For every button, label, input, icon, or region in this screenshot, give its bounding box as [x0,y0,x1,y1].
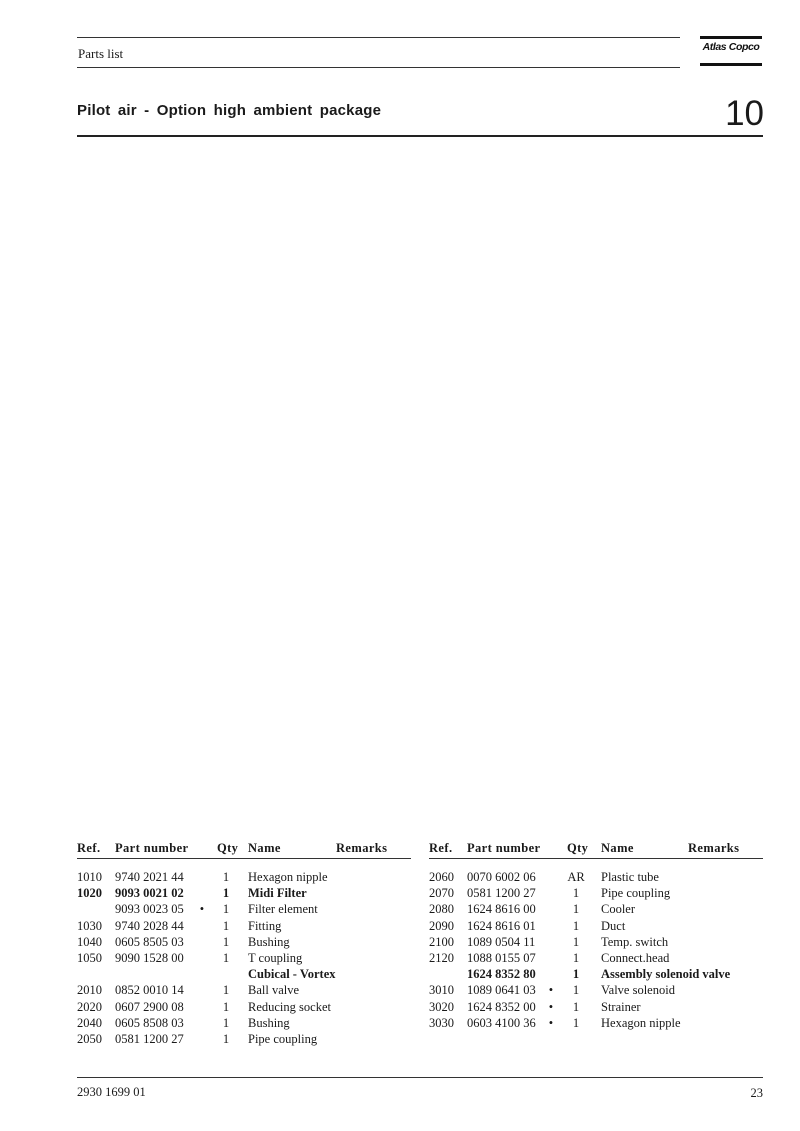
spare-part-marker: • [199,902,205,917]
table-row [77,951,411,967]
name-cell: Temp. switch [601,934,669,949]
page-title: Pilot air - Option high ambient package [77,102,382,119]
name-cell: Bushing [248,1015,290,1030]
parts-table-left [77,839,411,1048]
title-rule [77,135,763,137]
ref-cell: 2040 [77,1015,102,1030]
name-cell: Reducing socket [248,999,331,1014]
qty-cell: 1 [572,934,580,949]
name-cell: Bushing [248,934,290,949]
qty-cell: 1 [222,1015,230,1030]
qty-cell: 1 [572,999,580,1014]
table-row [77,983,411,999]
ref-cell: 2120 [429,950,454,965]
name-cell: Pipe coupling [601,886,671,901]
column-header-qty: Qty [217,841,239,855]
ref-cell: 2020 [77,999,102,1014]
ref-cell: 2050 [77,1031,102,1046]
footer-rule [77,1077,763,1078]
ref-cell: 2080 [429,902,454,917]
table-row [429,1016,763,1032]
table-header [429,839,763,859]
part-number-cell: 0070 6002 06 [467,870,536,884]
column-header-remarks: Remarks [336,841,388,855]
part-number-cell: 9093 0021 02 [115,886,184,901]
table-row [429,1000,763,1016]
name-cell: Ball valve [248,983,300,998]
name-cell: Plastic tube [601,870,659,884]
name-cell: Filter element [248,902,318,917]
part-number-cell: 1624 8352 00 [467,999,536,1014]
qty-cell: 1 [572,983,580,998]
name-cell: Midi Filter [248,886,307,901]
name-cell: Strainer [601,999,641,1014]
table-row [429,919,763,935]
part-number-cell: 0607 2900 08 [115,999,184,1014]
table-row [429,886,763,902]
ref-cell: 2060 [429,870,454,884]
name-cell: T coupling [248,950,303,965]
qty-cell: AR [567,870,585,884]
qty-cell: 1 [572,950,580,965]
header-rule-bottom [77,67,680,68]
part-number-cell: 1089 0504 11 [467,934,536,949]
qty-cell: 1 [222,886,230,901]
table-body [429,870,763,1032]
table-row [77,886,411,902]
part-number-cell: 1089 0641 03 [467,983,536,998]
column-header-ref: Ref. [77,841,101,855]
qty-cell: 1 [222,902,230,917]
qty-cell: 1 [222,918,230,933]
brand-logo-text: Atlas Copco [702,41,760,53]
table-row [77,1016,411,1032]
table-row [77,902,411,918]
part-number-cell: 0605 8505 03 [115,934,184,949]
brand-logo [700,36,762,66]
table-header [77,839,411,859]
column-header-part-number: Part number [467,841,541,855]
ref-cell: 1050 [77,950,102,965]
ref-cell: 2010 [77,983,102,998]
section-label: Parts list [78,46,124,61]
table-row [429,951,763,967]
document-number: 2930 1699 01 [77,1085,146,1099]
qty-cell: 1 [572,918,580,933]
name-cell: Duct [601,918,626,933]
column-header-name: Name [248,841,281,855]
column-header-ref: Ref. [429,841,453,855]
table-row [429,870,763,886]
ref-cell: 1030 [77,918,102,933]
part-number-cell: 9740 2021 44 [115,870,184,884]
part-number-cell: 0605 8508 03 [115,1015,184,1030]
part-number-cell: 1624 8352 80 [467,967,536,982]
column-header-qty: Qty [567,841,589,855]
part-number-cell: 0852 0010 14 [115,983,184,998]
name-cell: Valve solenoid [601,983,675,998]
table-row [429,902,763,918]
part-number-cell: 9740 2028 44 [115,918,184,933]
part-number-cell: 1088 0155 07 [467,950,536,965]
table-row [429,983,763,999]
qty-cell: 1 [572,886,580,901]
qty-cell: 1 [222,950,230,965]
ref-cell: 3030 [429,1015,454,1030]
spare-part-marker: • [548,1015,554,1030]
ref-cell: 3010 [429,983,454,998]
name-cell: Assembly solenoid valve [601,967,731,982]
qty-cell: 1 [222,934,230,949]
column-header-name: Name [601,841,634,855]
ref-cell: 2090 [429,918,454,933]
table-row [429,967,763,983]
part-number-cell: 9093 0023 05 [115,902,184,917]
spare-part-marker: • [548,983,554,998]
ref-cell: 1020 [77,886,102,901]
ref-cell: 1040 [77,934,102,949]
spare-part-marker: • [548,999,554,1014]
name-cell: Hexagon nipple [601,1015,681,1030]
ref-cell: 1010 [77,870,102,884]
name-cell: Cooler [601,902,636,917]
column-header-remarks: Remarks [688,841,740,855]
name-cell: Pipe coupling [248,1031,318,1046]
column-header-part-number: Part number [115,841,189,855]
part-number-cell: 0581 1200 27 [467,886,536,901]
part-number-cell: 0603 4100 36 [467,1015,536,1030]
table-body [77,870,411,1048]
qty-cell: 1 [222,1031,230,1046]
qty-cell: 1 [222,999,230,1014]
table-row [77,870,411,886]
table-row [77,1000,411,1016]
qty-cell: 1 [222,983,230,998]
parts-table-right [429,839,763,1032]
page-number: 23 [750,1086,763,1100]
table-row [77,967,411,983]
name-cell: Connect.head [601,950,670,965]
part-number-cell: 1624 8616 00 [467,902,536,917]
part-number-cell: 0581 1200 27 [115,1031,184,1046]
part-number-cell: 1624 8616 01 [467,918,536,933]
qty-cell: 1 [572,1015,580,1030]
ref-cell: 2100 [429,934,454,949]
table-row [77,1032,411,1048]
ref-cell: 2070 [429,886,454,901]
chapter-number: 10 [725,94,764,133]
name-cell: Fitting [248,918,282,933]
table-row [77,935,411,951]
name-cell: Hexagon nipple [248,870,328,884]
ref-cell: 3020 [429,999,454,1014]
table-row [429,935,763,951]
header-rule-top [77,37,680,38]
qty-cell: 1 [572,902,580,917]
table-row [77,919,411,935]
part-number-cell: 9090 1528 00 [115,950,184,965]
qty-cell: 1 [222,870,230,884]
name-cell: Cubical - Vortex [248,967,336,982]
qty-cell: 1 [572,967,580,982]
